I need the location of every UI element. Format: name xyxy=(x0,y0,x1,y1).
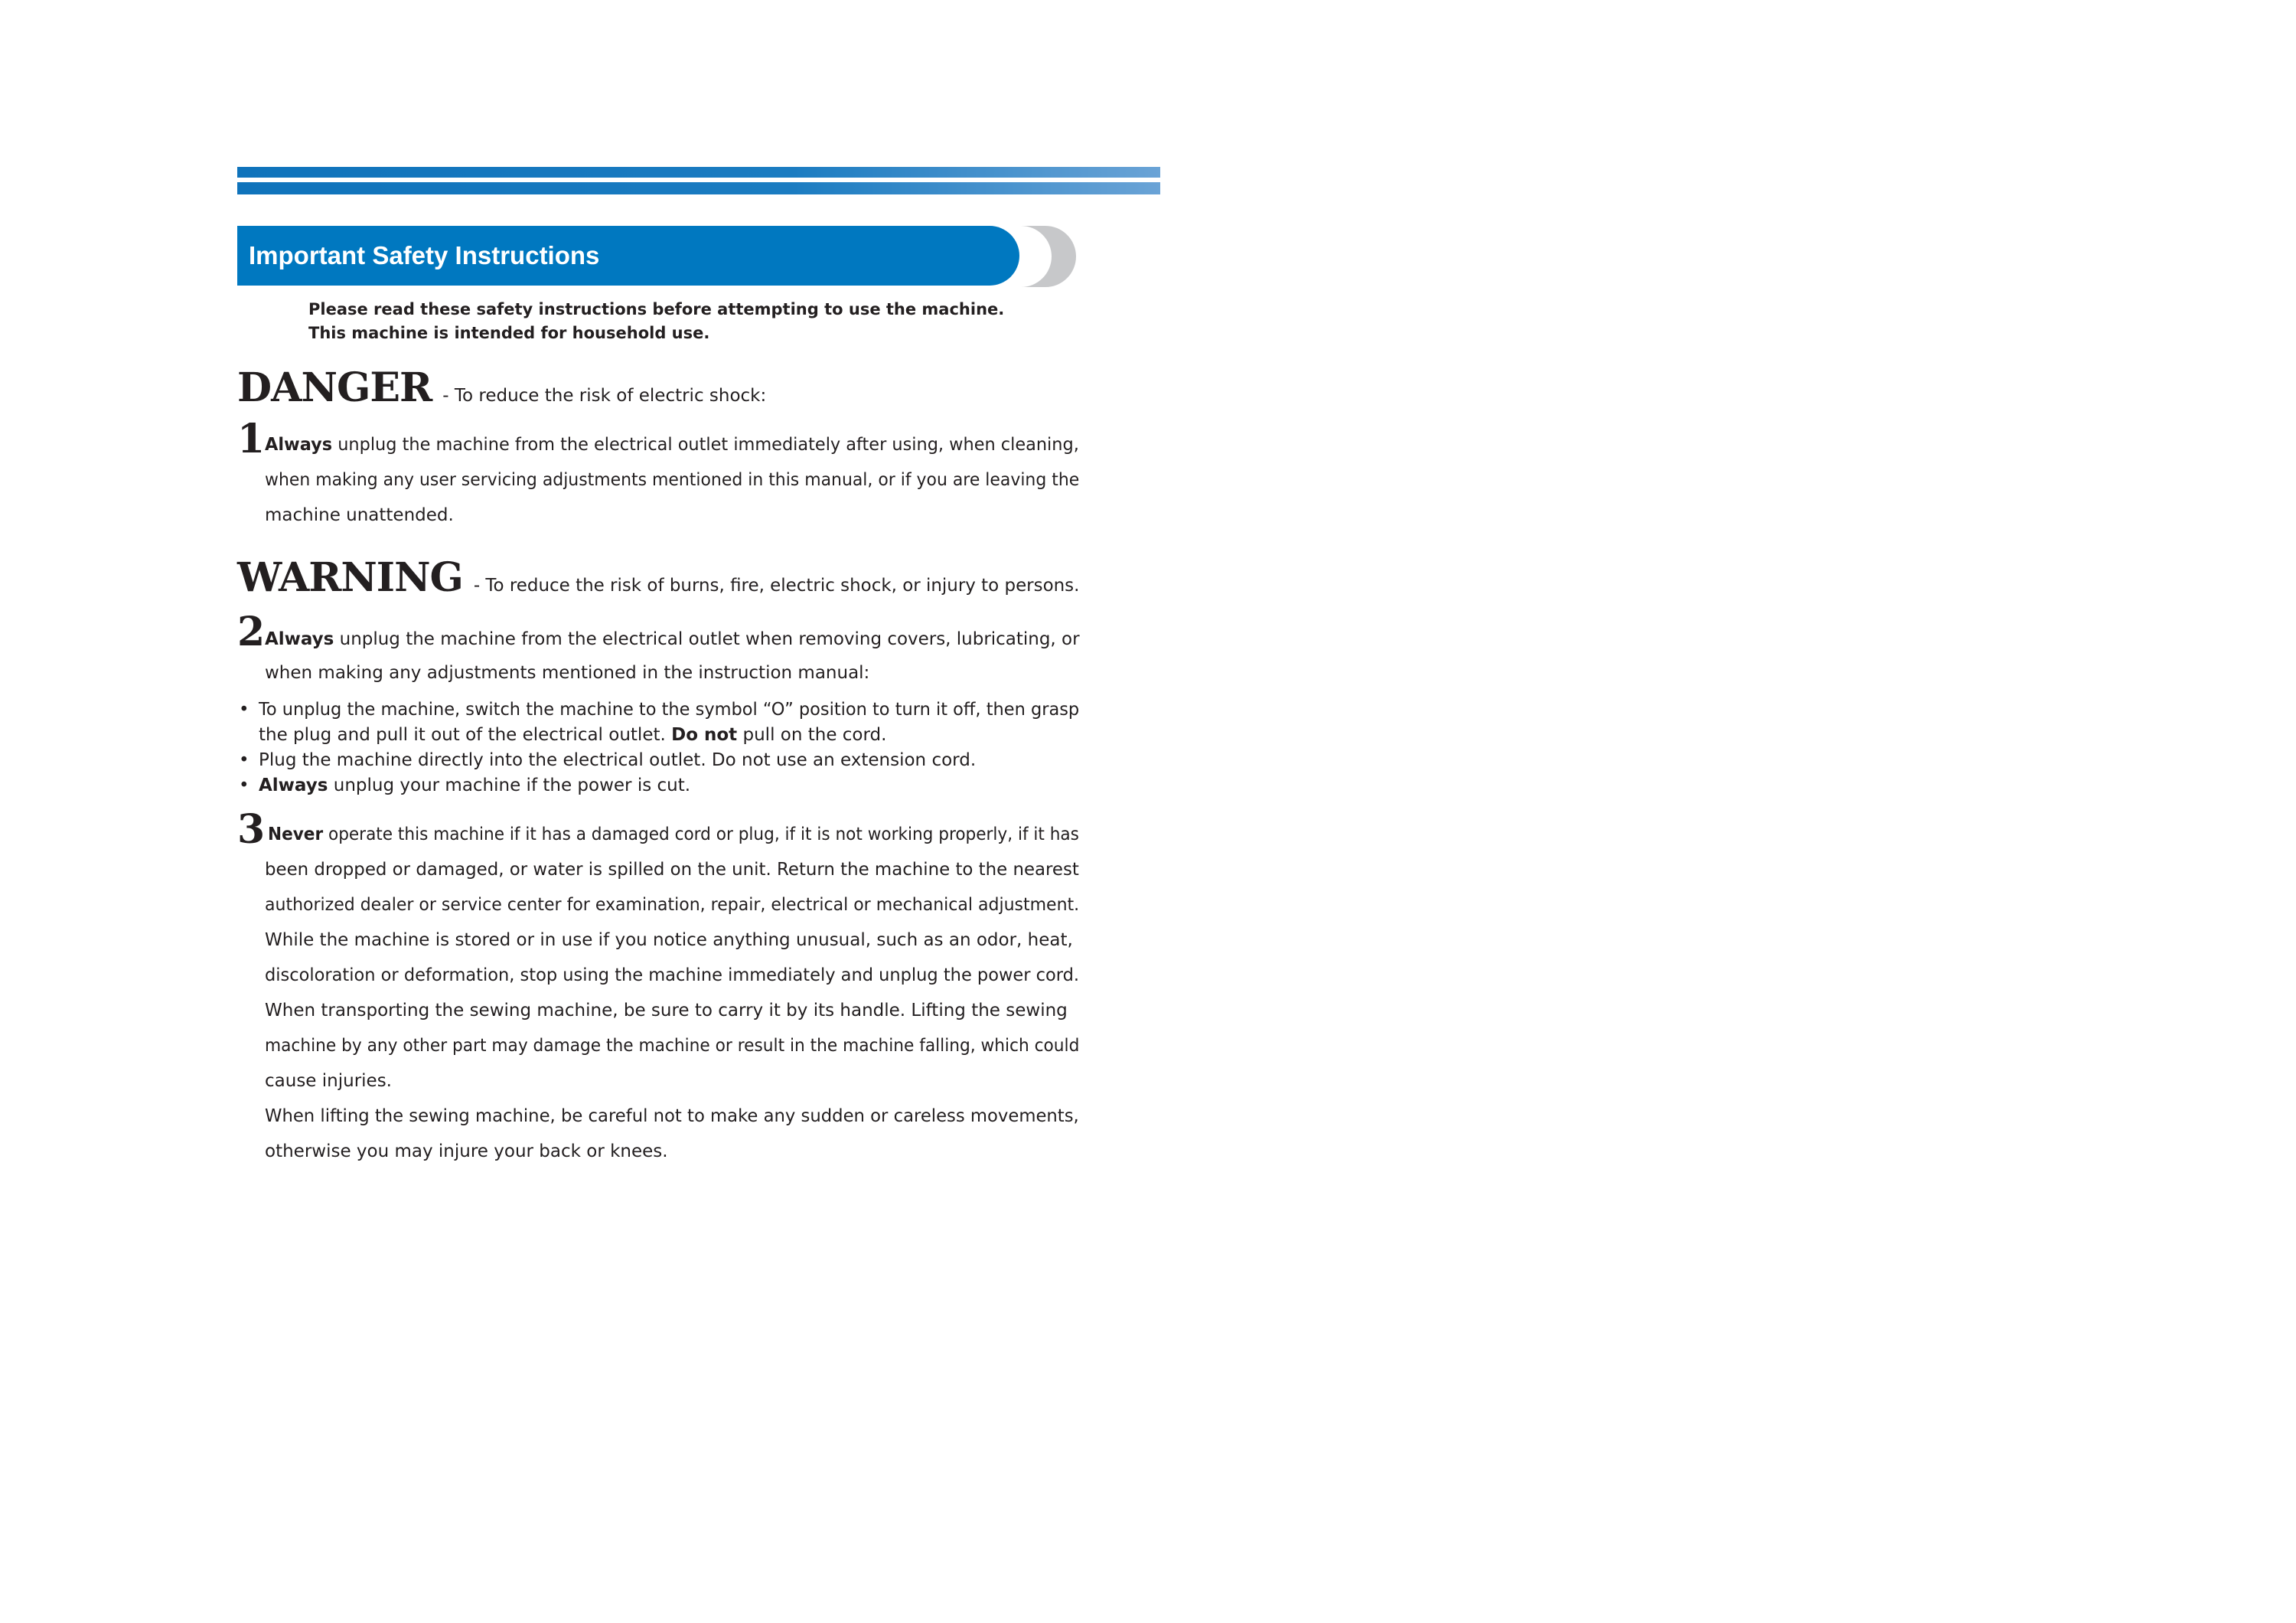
bullet-1-bold: Do not xyxy=(671,725,738,745)
bullet-marker-3: • xyxy=(239,776,249,795)
item-3-line-5: discoloration or deformation, stop using the machine immediately and unplug the power cord. xyxy=(265,965,1080,985)
item-3-line-9: When lifting the sewing machine, be careful not to make any sudden or careless movements, xyxy=(265,1106,1079,1126)
danger-title: DANGER xyxy=(237,364,432,411)
intro-notice xyxy=(308,298,1004,345)
item-3-line-8: cause injuries. xyxy=(265,1071,392,1091)
bullet-3-line-1 xyxy=(259,776,690,795)
item-number-3: 3 xyxy=(237,806,266,853)
item-3-text-1: operate this machine if it has a damaged cord or plug, if it is not working properly, if it has xyxy=(323,825,1079,844)
item-2-line-2: when making any adjustments mentioned in the instruction manual: xyxy=(265,663,870,683)
danger-subtitle: - To reduce the risk of electric shock: xyxy=(442,386,767,406)
header-stripe-top xyxy=(237,167,1160,178)
item-number-1: 1 xyxy=(237,416,266,462)
item-3-line-7: machine by any other part may damage the machine or result in the machine falling, which could xyxy=(265,1036,1080,1056)
page-title: Important Safety Instructions xyxy=(249,241,600,269)
bullet-marker-2: • xyxy=(239,750,249,770)
item-3-line-4: While the machine is stored or in use if you notice anything unusual, such as an odor, heat, xyxy=(265,930,1073,950)
item-3-line-1 xyxy=(268,825,1079,844)
bullet-1-line-2 xyxy=(259,725,886,745)
item-1-lead: Always xyxy=(265,435,333,455)
intro-line-2: This machine is intended for household use. xyxy=(308,324,710,342)
item-3-line-3: authorized dealer or service center for examination, repair, electrical or mechanical adjustment. xyxy=(265,895,1080,915)
bullet-3-bold: Always xyxy=(259,776,328,795)
warning-subtitle: - To reduce the risk of burns, fire, electric shock, or injury to persons. xyxy=(473,576,1080,596)
item-1-line-3: machine unattended. xyxy=(265,505,454,525)
item-2-lead: Always xyxy=(265,629,334,649)
danger-heading xyxy=(237,364,766,411)
chevron-decoration-icon xyxy=(1015,226,1076,287)
item-2-text-1: unplug the machine from the electrical outlet when removing covers, lubricating, or xyxy=(334,629,1080,649)
item-1-line-2: when making any user servicing adjustments mentioned in this manual, or if you are leaving the xyxy=(265,470,1080,490)
header-stripe-bottom xyxy=(237,182,1160,194)
warning-heading xyxy=(237,554,1079,601)
item-3-lead: Never xyxy=(268,825,324,844)
bullet-3-text: unplug your machine if the power is cut. xyxy=(328,776,691,795)
bullet-1-line-1: To unplug the machine, switch the machine to the symbol “O” position to turn it off, then grasp xyxy=(259,700,1080,720)
section-title-banner xyxy=(237,226,1019,286)
bullet-marker-1: • xyxy=(239,700,249,720)
item-3-line-10: otherwise you may injure your back or knees. xyxy=(265,1141,668,1161)
item-1-line-1 xyxy=(265,435,1079,455)
item-1-text-1: unplug the machine from the electrical outlet immediately after using, when cleaning, xyxy=(332,435,1079,455)
intro-line-1: Please read these safety instructions before attempting to use the machine. xyxy=(308,300,1005,318)
bullet-1-text-a: the plug and pull it out of the electrical outlet. xyxy=(259,725,672,745)
bullet-1-text-b: pull on the cord. xyxy=(737,725,887,745)
item-2-line-1 xyxy=(265,629,1080,649)
warning-title: WARNING xyxy=(237,554,463,601)
item-3-line-2: been dropped or damaged, or water is spilled on the unit. Return the machine to the nearest xyxy=(265,860,1079,880)
item-number-2: 2 xyxy=(237,609,266,655)
item-3-line-6: When transporting the sewing machine, be sure to carry it by its handle. Lifting the sewing xyxy=(265,1001,1068,1020)
bullet-2-line-1: Plug the machine directly into the electrical outlet. Do not use an extension cord. xyxy=(259,750,977,770)
